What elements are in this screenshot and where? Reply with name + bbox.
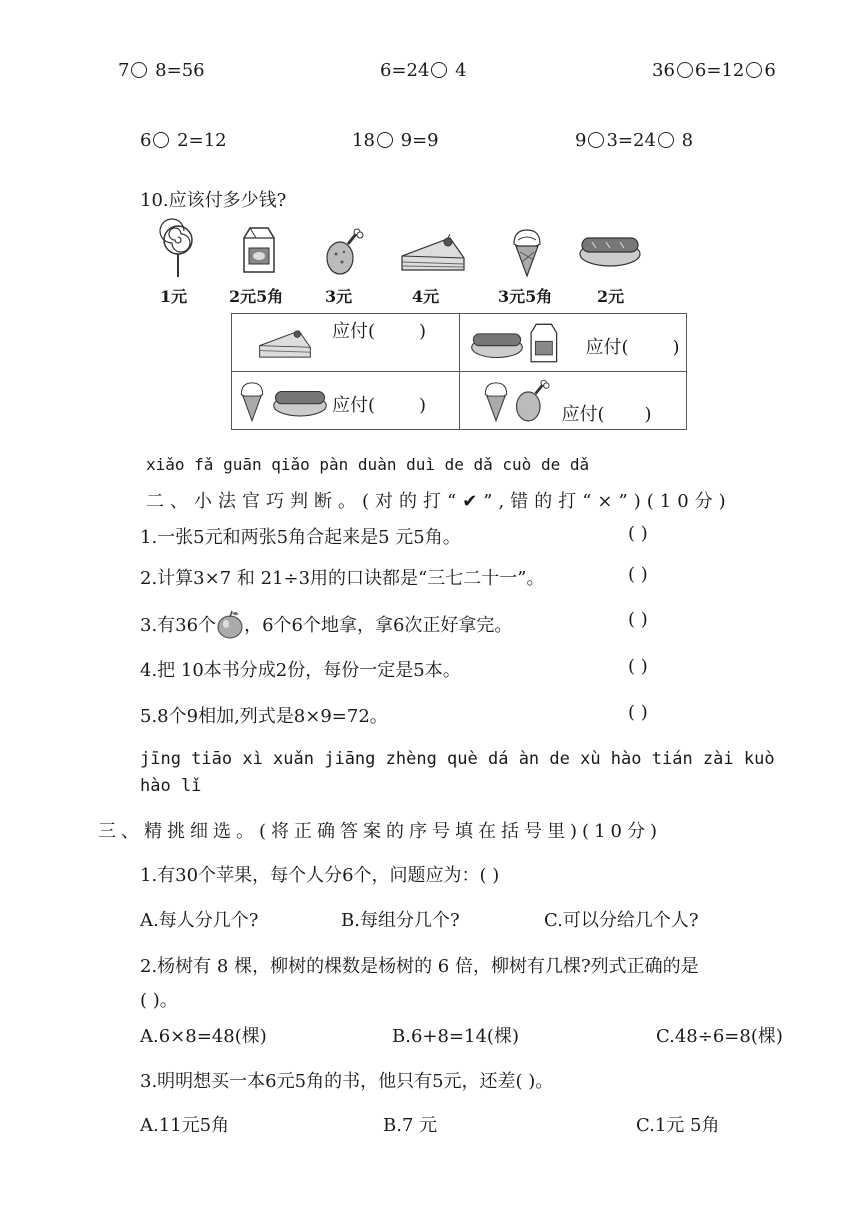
pay-answer[interactable]: 应付( ) — [585, 337, 680, 358]
price-label: 4元 — [412, 287, 440, 306]
pay-answer[interactable]: 应付( ) — [332, 321, 427, 342]
item-text: 3.有36个 — [140, 615, 217, 636]
answer-circle[interactable] — [153, 132, 169, 148]
payment-cell-cake — [232, 314, 460, 372]
equation-row2-2 — [352, 130, 439, 151]
ice-cream-icon — [510, 226, 544, 282]
equation-row2-3 — [575, 130, 693, 151]
eq-text: 3=24 — [606, 130, 656, 151]
eq-text: 6 — [764, 60, 776, 81]
payment-table — [231, 313, 687, 430]
section2-item-5: 5.8个9相加,列式是8×9=72。 — [140, 706, 388, 727]
q3-option-a: A.11元5角 — [140, 1115, 230, 1136]
price-label: 3元 — [325, 287, 353, 306]
section2-item-3 — [140, 609, 512, 644]
section3-q3: 3.明明想买一本6元5角的书，他只有5元，还差( )。 — [140, 1071, 554, 1092]
answer-circle[interactable] — [746, 62, 762, 78]
sausage-bread-icon — [272, 386, 328, 422]
eq-text: 8=56 — [149, 60, 205, 81]
eq-text: 9 — [575, 130, 587, 151]
q2-option-c: C.48÷6=8(棵) — [656, 1026, 783, 1047]
section2-item-4: 4.把 10本书分成2份，每份一定是5本。 — [140, 660, 461, 681]
eq-text: 18 — [352, 130, 375, 151]
answer-paren[interactable]: ( ) — [628, 523, 648, 544]
answer-paren[interactable]: ( ) — [628, 702, 648, 723]
section3-q2-line1: 2.杨树有 8 棵，柳树的棵数是杨树的 6 倍，柳树有几棵?列式正确的是 — [140, 956, 699, 977]
drumstick-icon — [512, 378, 550, 428]
eq-text: 6=12 — [694, 60, 745, 81]
cake-slice-icon — [258, 326, 312, 366]
apple-icon — [216, 609, 244, 644]
section3-pinyin-line2: hào lǐ — [140, 776, 202, 796]
milk-carton-icon — [526, 322, 560, 368]
drumstick-icon — [322, 228, 364, 280]
q1-option-a: A.每人分几个? — [140, 910, 259, 931]
answer-circle[interactable] — [588, 132, 604, 148]
answer-circle[interactable] — [431, 62, 447, 78]
q3-option-c: C.1元 5角 — [636, 1115, 720, 1136]
q1-option-c: C.可以分给几个人? — [544, 910, 699, 931]
sausage-bread-icon — [578, 232, 642, 272]
equation-row1-2 — [380, 60, 467, 81]
price-label: 2元5角 — [229, 287, 284, 306]
q3-option-b: B.7 元 — [383, 1115, 438, 1136]
eq-text: 6 — [140, 130, 152, 151]
section2-pinyin: xiǎo fǎ guān qiǎo pàn duàn duì de dǎ cuò de dǎ — [146, 455, 590, 474]
q2-option-b: B.6+8=14(棵) — [392, 1026, 519, 1047]
price-label: 2元 — [597, 287, 625, 306]
answer-circle[interactable] — [658, 132, 674, 148]
eq-text: 7 — [118, 60, 130, 81]
section3-q1: 1.有30个苹果，每个人分6个，问题应为：( ) — [140, 865, 500, 886]
answer-circle[interactable] — [677, 62, 693, 78]
pay-answer[interactable]: 应付( ) — [561, 404, 652, 425]
equation-row1-3 — [652, 60, 776, 81]
item-text: ，6个6个地拿，拿6次正好拿完。 — [244, 615, 513, 636]
section2-item-1: 1.一张5元和两张5角合起来是5 元5角。 — [140, 527, 461, 548]
answer-circle[interactable] — [377, 132, 393, 148]
sausage-bread-icon — [470, 328, 524, 364]
q2-option-a: A.6×8=48(棵) — [140, 1026, 267, 1047]
eq-text: 2=12 — [171, 130, 227, 151]
price-label: 1元 — [160, 287, 188, 306]
payment-cell-icecream-sausage — [232, 372, 460, 430]
payment-cell-icecream-drumstick — [459, 372, 687, 430]
eq-text: 8 — [675, 130, 694, 151]
eq-text: 9=9 — [394, 130, 439, 151]
section3-q2-line2: ( )。 — [140, 990, 178, 1011]
eq-text: 36 — [652, 60, 675, 81]
q1-option-b: B.每组分几个? — [341, 910, 460, 931]
answer-paren[interactable]: ( ) — [628, 609, 648, 630]
eq-text: 4 — [449, 60, 467, 81]
answer-paren[interactable]: ( ) — [628, 656, 648, 677]
cake-slice-icon — [400, 234, 466, 278]
answer-paren[interactable]: ( ) — [628, 564, 648, 585]
q10-title: 10.应该付多少钱? — [140, 190, 287, 211]
eq-text: 6=24 — [380, 60, 430, 81]
price-label: 3元5角 — [498, 287, 553, 306]
ice-cream-icon — [238, 378, 266, 428]
section2-item-2: 2.计算3×7 和 21÷3用的口诀都是“三七二十一”。 — [140, 568, 545, 589]
pay-answer[interactable]: 应付( ) — [332, 395, 427, 416]
milk-carton-icon — [238, 226, 278, 278]
answer-circle[interactable] — [131, 62, 147, 78]
payment-cell-sausage-milk — [459, 314, 687, 372]
section3-pinyin-line1: jīng tiāo xì xuǎn jiāng zhèng què dá àn de xù hào tián zài kuò — [140, 749, 775, 769]
section2-heading: 二、小法官巧判断。(对的打“✔”,错的打“×”)(10分) — [146, 491, 732, 512]
section3-heading: 三、精挑细选。(将正确答案的序号填在括号里)(10分) — [98, 821, 662, 842]
ice-cream-icon — [482, 378, 510, 428]
equation-row2-1 — [140, 130, 227, 151]
lollipop-icon — [158, 224, 198, 282]
equation-row1-1 — [118, 60, 205, 81]
